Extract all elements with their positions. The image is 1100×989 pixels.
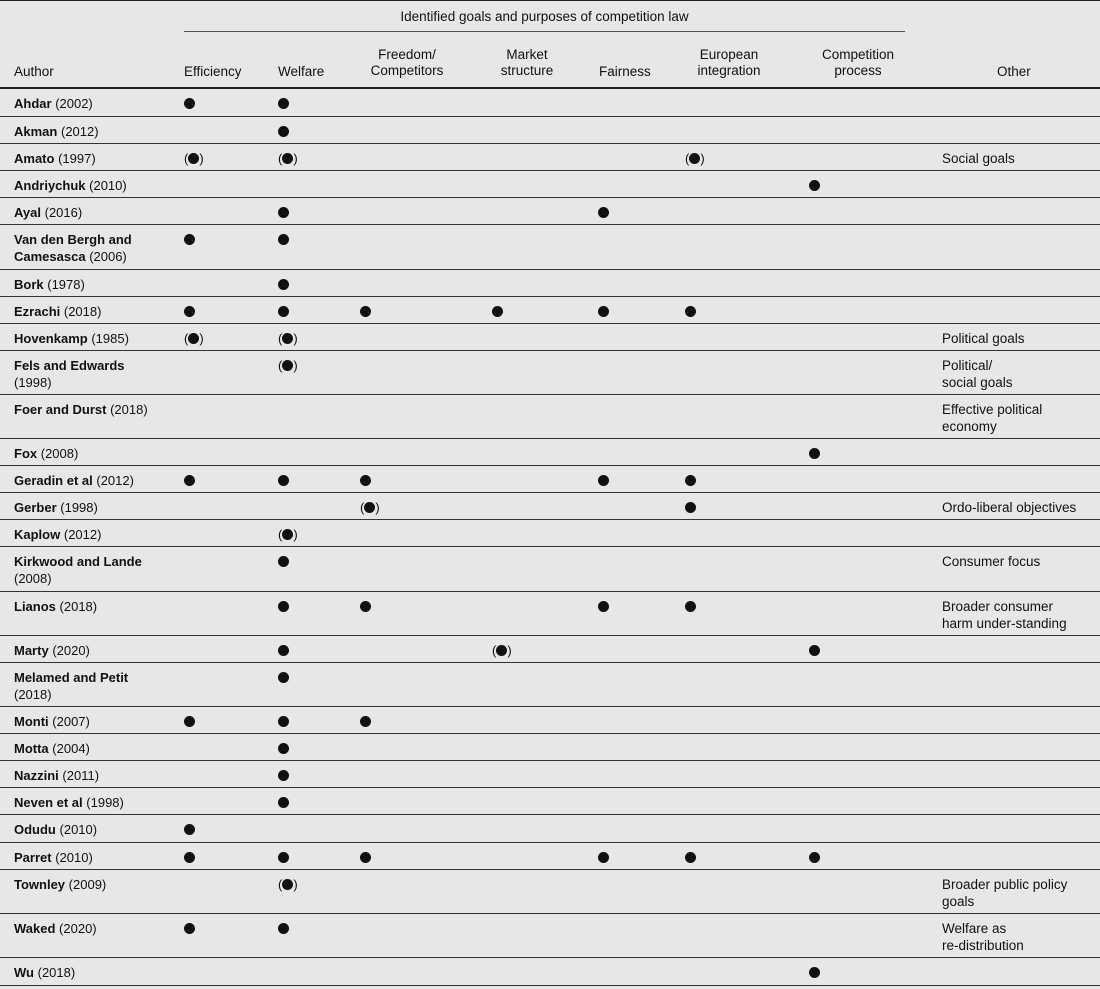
other-text-line2: economy [942, 419, 997, 434]
goal-mark-eff [184, 303, 195, 320]
goal-mark-wel [278, 553, 289, 570]
author-year: (2010) [55, 850, 93, 865]
author-name: Hovenkamp [14, 331, 88, 346]
author-cell [14, 177, 174, 194]
goal-mark-wel [278, 123, 289, 140]
goal-mark-eu [685, 472, 696, 489]
author-name: Odudu [14, 822, 56, 837]
header-european-integration [686, 47, 772, 79]
author-cell [14, 231, 174, 265]
author-cell [14, 669, 174, 703]
table-row [0, 914, 1100, 958]
goal-mark-eff [184, 849, 195, 866]
author-name: Amato [14, 151, 55, 166]
other-text: Social goals [942, 151, 1015, 166]
header-market-line1: Market [506, 47, 548, 62]
author-name: Monti [14, 714, 49, 729]
author-year: (2020) [59, 921, 97, 936]
author-name: Waked [14, 921, 56, 936]
filled-circle-icon [184, 306, 195, 317]
author-name: Parret [14, 850, 52, 865]
author-cell [14, 794, 174, 811]
goal-mark-wel [278, 303, 289, 320]
goal-mark-eff [184, 920, 195, 937]
author-name: Nazzini [14, 768, 59, 783]
filled-circle-icon [278, 234, 289, 245]
author-name: Fels and Edwards [14, 358, 125, 373]
filled-circle-icon [184, 824, 195, 835]
other-cell [942, 598, 1092, 632]
filled-circle-icon [278, 207, 289, 218]
other-text-line2: social goals [942, 375, 1013, 390]
filled-circle-icon [685, 852, 696, 863]
author-cell [14, 472, 174, 489]
other-text: Political/ [942, 358, 993, 373]
other-cell [942, 401, 1092, 435]
goal-mark-wel [278, 767, 289, 784]
goal-mark-wel [278, 472, 289, 489]
goal-mark-proc [809, 849, 820, 866]
author-cell [14, 920, 174, 937]
table-row [0, 395, 1100, 439]
table-row [0, 144, 1100, 171]
filled-circle-icon [184, 475, 195, 486]
goal-mark-free: ( ) [360, 500, 380, 515]
filled-circle-icon [278, 306, 289, 317]
author-name: Bork [14, 277, 44, 292]
filled-circle-icon [598, 207, 609, 218]
filled-circle-icon [278, 98, 289, 109]
filled-circle-icon [685, 502, 696, 513]
goal-mark-wel [278, 276, 289, 293]
table-row [0, 761, 1100, 788]
goal-mark-eu [685, 499, 696, 516]
filled-circle-icon [278, 852, 289, 863]
other-cell [942, 920, 1092, 954]
goal-mark-eff [184, 95, 195, 112]
table-row [0, 198, 1100, 225]
author-name: Gerber [14, 500, 57, 515]
filled-circle-icon [809, 645, 820, 656]
filled-circle-icon [364, 502, 375, 513]
author-cell [14, 445, 174, 462]
goal-mark-eu [685, 303, 696, 320]
author-cell [14, 740, 174, 757]
table-row [0, 324, 1100, 351]
goal-mark-wel: ( ) [278, 331, 298, 346]
header-market-structure [487, 47, 567, 79]
goal-mark-fair [598, 204, 609, 221]
other-text: Broader public policy [942, 877, 1068, 892]
goal-mark-mkt [492, 303, 503, 320]
other-cell [942, 330, 1092, 347]
author-name: Motta [14, 741, 49, 756]
table-row [0, 297, 1100, 324]
table-row [0, 734, 1100, 761]
filled-circle-icon [598, 852, 609, 863]
author-cell [14, 499, 174, 516]
author-year: (2016) [44, 205, 83, 220]
filled-circle-icon [188, 333, 199, 344]
author-cell [14, 330, 174, 347]
author-cell [14, 964, 174, 981]
author-name: Andriychuk [14, 178, 86, 193]
author-year: (2018) [110, 402, 148, 417]
goal-mark-eff [184, 821, 195, 838]
author-name: Ayal [14, 205, 41, 220]
filled-circle-icon [188, 153, 199, 164]
goal-mark-wel [278, 920, 289, 937]
goal-mark-eu [685, 849, 696, 866]
author-cell [14, 276, 174, 293]
filled-circle-icon [278, 797, 289, 808]
filled-circle-icon [809, 448, 820, 459]
table-row [0, 843, 1100, 870]
author-year: (2018) [37, 965, 76, 980]
other-text: Welfare as [942, 921, 1007, 936]
author-name: Lianos [14, 599, 56, 614]
author-name: Marty [14, 643, 49, 658]
table-row [0, 815, 1100, 843]
author-name: Geradin et al [14, 473, 93, 488]
filled-circle-icon [278, 126, 289, 137]
goal-mark-wel [278, 598, 289, 615]
filled-circle-icon [809, 180, 820, 191]
goal-mark-proc [809, 642, 820, 659]
goal-mark-wel [278, 849, 289, 866]
author-cell [14, 150, 174, 167]
author-cell [14, 303, 174, 320]
goal-mark-proc [809, 964, 820, 981]
filled-circle-icon [282, 879, 293, 890]
author-cell [14, 713, 174, 730]
table-row [0, 547, 1100, 592]
filled-circle-icon [685, 306, 696, 317]
spanner-rule [184, 31, 905, 32]
table-row [0, 663, 1100, 707]
goal-mark-wel: ( ) [278, 151, 298, 166]
filled-circle-icon [360, 306, 371, 317]
other-text-line2: goals [942, 894, 975, 909]
table-row [0, 351, 1100, 395]
filled-circle-icon [685, 601, 696, 612]
filled-circle-icon [282, 153, 293, 164]
author-year: (2010) [59, 822, 98, 837]
author-name: Ahdar [14, 96, 52, 111]
goal-mark-eff: ( ) [184, 331, 204, 346]
goal-mark-wel: ( ) [278, 527, 298, 542]
filled-circle-icon [282, 360, 293, 371]
author-year: (2012) [60, 124, 99, 139]
author-year: (2008) [40, 446, 79, 461]
goal-mark-free [360, 598, 371, 615]
goal-mark-free [360, 849, 371, 866]
author-year: (2012) [63, 527, 102, 542]
top-rule [0, 0, 1100, 1]
filled-circle-icon [184, 716, 195, 727]
table-row [0, 89, 1100, 117]
goal-mark-proc [809, 445, 820, 462]
table-row [0, 493, 1100, 520]
filled-circle-icon [685, 475, 696, 486]
filled-circle-icon [278, 645, 289, 656]
other-cell [942, 357, 1092, 391]
table-row [0, 958, 1100, 986]
author-year: (2002) [55, 96, 93, 111]
other-text: Political goals [942, 331, 1025, 346]
goal-mark-wel [278, 642, 289, 659]
goal-mark-wel [278, 95, 289, 112]
goal-mark-wel [278, 669, 289, 686]
header-welfare: Welfare [278, 64, 325, 79]
author-year-line2: (2006) [89, 249, 127, 264]
author-name: Kaplow [14, 527, 61, 542]
header-efficiency: Efficiency [184, 64, 242, 79]
header-market-line2: structure [500, 63, 554, 78]
header-other: Other [997, 64, 1031, 79]
other-cell [942, 876, 1092, 910]
author-name: Fox [14, 446, 38, 461]
goal-mark-free [360, 303, 371, 320]
filled-circle-icon [184, 852, 195, 863]
filled-circle-icon [809, 967, 820, 978]
author-year: (2018) [59, 599, 98, 614]
goal-mark-eff: ( ) [184, 151, 204, 166]
filled-circle-icon [278, 601, 289, 612]
table-row [0, 788, 1100, 815]
author-name: Wu [14, 965, 34, 980]
filled-circle-icon [184, 234, 195, 245]
author-name: Ezrachi [14, 304, 61, 319]
other-cell [942, 553, 1092, 570]
other-cell [942, 150, 1092, 167]
author-cell [14, 357, 174, 391]
author-year: (2009) [68, 877, 107, 892]
goal-mark-wel: ( ) [278, 877, 298, 892]
goal-mark-free [360, 472, 371, 489]
goal-mark-wel: ( ) [278, 358, 298, 373]
header-competition-process [810, 47, 906, 79]
table-row [0, 466, 1100, 493]
other-text: Consumer focus [942, 554, 1041, 569]
author-cell [14, 642, 174, 659]
table-row [0, 520, 1100, 547]
author-year-line2: (1998) [14, 375, 52, 390]
header-freedom-line1: Freedom/ [378, 47, 436, 62]
filled-circle-icon [360, 601, 371, 612]
goal-mark-fair [598, 598, 609, 615]
author-cell [14, 204, 174, 221]
filled-circle-icon [598, 601, 609, 612]
author-cell [14, 849, 174, 866]
goal-mark-eu: ( ) [685, 151, 705, 166]
header-freedom [356, 47, 458, 79]
goal-mark-eff [184, 713, 195, 730]
goal-mark-wel [278, 713, 289, 730]
author-cell [14, 598, 174, 615]
author-name: Foer and Durst [14, 402, 107, 417]
filled-circle-icon [809, 852, 820, 863]
other-text: Broader consumer [942, 599, 1054, 614]
table-row [0, 707, 1100, 734]
header-process-line2: process [834, 63, 882, 78]
filled-circle-icon [598, 475, 609, 486]
header-process-line1: Competition [821, 47, 895, 62]
filled-circle-icon [278, 475, 289, 486]
table-row [0, 171, 1100, 198]
filled-circle-icon [278, 672, 289, 683]
table-row [0, 117, 1100, 144]
author-year: (2011) [62, 768, 100, 783]
filled-circle-icon [689, 153, 700, 164]
goal-mark-wel [278, 204, 289, 221]
author-year: (1998) [86, 795, 124, 810]
filled-circle-icon [360, 716, 371, 727]
author-year: (2012) [96, 473, 134, 488]
author-year: (1998) [60, 500, 98, 515]
other-cell [942, 499, 1092, 516]
goal-mark-wel [278, 231, 289, 248]
table-row [0, 592, 1100, 636]
author-year: (2010) [89, 178, 127, 193]
filled-circle-icon [282, 529, 293, 540]
author-cell [14, 401, 174, 418]
goal-mark-fair [598, 472, 609, 489]
filled-circle-icon [278, 279, 289, 290]
author-name: Melamed and Petit [14, 670, 129, 685]
filled-circle-icon [360, 852, 371, 863]
filled-circle-icon [184, 923, 195, 934]
goal-mark-mkt: ( ) [492, 643, 512, 658]
header-european-line2: integration [697, 63, 761, 78]
author-year: (1997) [58, 151, 96, 166]
table-row [0, 225, 1100, 270]
author-cell [14, 821, 174, 838]
author-cell [14, 526, 174, 543]
goal-mark-free [360, 713, 371, 730]
author-name-line2: Camesasca [14, 249, 86, 264]
filled-circle-icon [278, 716, 289, 727]
author-year: (2018) [63, 304, 102, 319]
header-freedom-line2: Competitors [370, 63, 444, 78]
table-row [0, 870, 1100, 914]
other-text-line2: re-distribution [942, 938, 1024, 953]
spanner-title: Identified goals and purposes of competition law [400, 9, 689, 24]
author-name: Van den Bergh and [14, 232, 132, 247]
author-year: (2007) [52, 714, 90, 729]
table-row [0, 270, 1100, 297]
other-text: Effective political [942, 402, 1043, 417]
author-cell [14, 553, 174, 587]
author-name: Townley [14, 877, 66, 892]
goal-mark-fair [598, 849, 609, 866]
goal-mark-wel [278, 740, 289, 757]
author-year: (1978) [47, 277, 85, 292]
author-cell [14, 123, 174, 140]
goal-mark-eff [184, 231, 195, 248]
author-name: Akman [14, 124, 58, 139]
author-cell [14, 95, 174, 112]
author-cell [14, 767, 174, 784]
table-row [0, 636, 1100, 663]
filled-circle-icon [278, 743, 289, 754]
filled-circle-icon [496, 645, 507, 656]
header-european-line1: European [699, 47, 759, 62]
goal-mark-eu [685, 598, 696, 615]
goal-mark-proc [809, 177, 820, 194]
filled-circle-icon [184, 98, 195, 109]
filled-circle-icon [278, 770, 289, 781]
filled-circle-icon [278, 556, 289, 567]
filled-circle-icon [598, 306, 609, 317]
other-text-line2: harm under-standing [942, 616, 1067, 631]
author-year: (2004) [52, 741, 90, 756]
other-text: Ordo-liberal objectives [942, 500, 1077, 515]
filled-circle-icon [360, 475, 371, 486]
author-year-line2: (2008) [14, 571, 52, 586]
goal-mark-eff [184, 472, 195, 489]
header-author: Author [14, 64, 54, 79]
author-year: (1985) [91, 331, 129, 346]
goal-mark-wel [278, 794, 289, 811]
table-row [0, 439, 1100, 466]
filled-circle-icon [282, 333, 293, 344]
author-year-line2: (2018) [14, 687, 52, 702]
author-name: Neven et al [14, 795, 83, 810]
author-year: (2020) [52, 643, 90, 658]
author-name: Kirkwood and Lande [14, 554, 142, 569]
filled-circle-icon [278, 923, 289, 934]
header-fairness: Fairness [599, 64, 651, 79]
filled-circle-icon [492, 306, 503, 317]
goal-mark-fair [598, 303, 609, 320]
author-cell [14, 876, 174, 893]
